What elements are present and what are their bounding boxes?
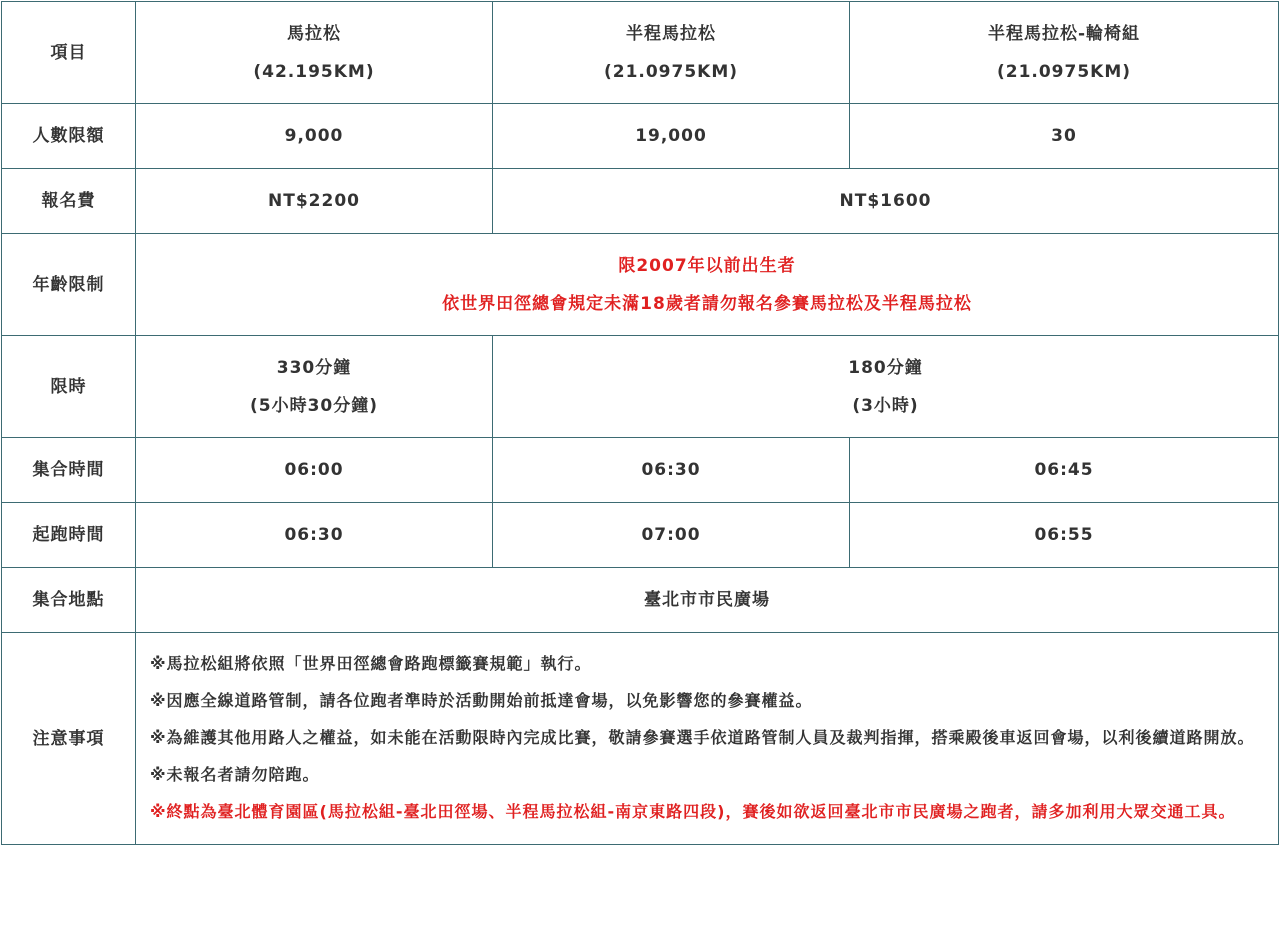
time-limit-marathon-minutes: 330分鐘: [276, 357, 352, 378]
fee-label: 報名費: [2, 169, 136, 234]
assembly-time-label: 集合時間: [2, 438, 136, 503]
time-limit-label: 限時: [2, 336, 136, 438]
assembly-time-marathon: 06:00: [136, 438, 493, 503]
fee-marathon: NT$2200: [136, 169, 493, 234]
note-item: ※因應全線道路管制，請各位跑者準時於活動開始前抵達會場，以免影響您的參賽權益。: [150, 691, 813, 710]
quota-half-marathon: 19,000: [493, 104, 850, 169]
marathon-distance: (42.195KM): [253, 61, 375, 82]
header-half-marathon-cell: [493, 2, 850, 104]
table-row-age: [2, 234, 1279, 336]
half-marathon-name: 半程馬拉松: [626, 23, 716, 44]
table-row-notes: [2, 633, 1279, 845]
table-row-start-time: [2, 503, 1279, 568]
fee-half-marathon: NT$1600: [493, 169, 1279, 234]
table-row-location: [2, 568, 1279, 633]
time-limit-half-minutes: 180分鐘: [848, 357, 923, 378]
age-restriction-line1: 限2007年以前出生者: [618, 255, 796, 276]
quota-label: 人數限額: [2, 104, 136, 169]
age-restriction-line2: 依世界田徑總會規定未滿18歲者請勿報名參賽馬拉松及半程馬拉松: [442, 293, 972, 314]
age-label: 年齡限制: [2, 234, 136, 336]
marathon-name: 馬拉松: [287, 23, 341, 44]
assembly-time-wheelchair: 06:45: [850, 438, 1279, 503]
quota-marathon: 9,000: [136, 104, 493, 169]
race-info-table: [1, 1, 1279, 845]
location-value: 臺北市市民廣場: [136, 568, 1279, 633]
table-row-fee: [2, 169, 1279, 234]
notes-label: 注意事項: [2, 633, 136, 845]
notes-content: [136, 633, 1279, 845]
header-wheelchair-cell: [850, 2, 1279, 104]
start-time-marathon: 06:30: [136, 503, 493, 568]
start-time-wheelchair: 06:55: [850, 503, 1279, 568]
note-item-warning: ※終點為臺北體育園區(馬拉松組-臺北田徑場、半程馬拉松組-南京東路四段)，賽後如欲返回臺北市市民廣場之跑者，請多加利用大眾交通工具。: [150, 802, 1236, 821]
location-label: 集合地點: [2, 568, 136, 633]
note-item: ※馬拉松組將依照「世界田徑總會路跑標籤賽規範」執行。: [150, 654, 592, 673]
wheelchair-distance: (21.0975KM): [996, 61, 1132, 82]
time-limit-marathon: [136, 336, 493, 438]
time-limit-half: [493, 336, 1279, 438]
note-item: ※未報名者請勿陪跑。: [150, 765, 320, 784]
table-row-quota: [2, 104, 1279, 169]
note-item: ※為維護其他用路人之權益，如未能在活動限時內完成比賽，敬請參賽選手依道路管制人員及裁判指揮，搭乘殿後車返回會場，以利後續道路開放。: [150, 728, 1255, 747]
table-row-assembly-time: [2, 438, 1279, 503]
half-marathon-distance: (21.0975KM): [603, 61, 739, 82]
time-limit-half-hours: (3小時): [852, 395, 919, 416]
start-time-half-marathon: 07:00: [493, 503, 850, 568]
table-row-time-limit: [2, 336, 1279, 438]
age-restriction-cell: [136, 234, 1279, 336]
quota-wheelchair: 30: [850, 104, 1279, 169]
header-marathon-cell: [136, 2, 493, 104]
header-label: 項目: [50, 42, 87, 63]
time-limit-marathon-hours: (5小時30分鐘): [249, 395, 379, 416]
start-time-label: 起跑時間: [2, 503, 136, 568]
wheelchair-name: 半程馬拉松-輪椅組: [987, 23, 1141, 44]
assembly-time-half-marathon: 06:30: [493, 438, 850, 503]
header-label-cell: [2, 2, 136, 104]
table-header-row: [2, 2, 1279, 104]
